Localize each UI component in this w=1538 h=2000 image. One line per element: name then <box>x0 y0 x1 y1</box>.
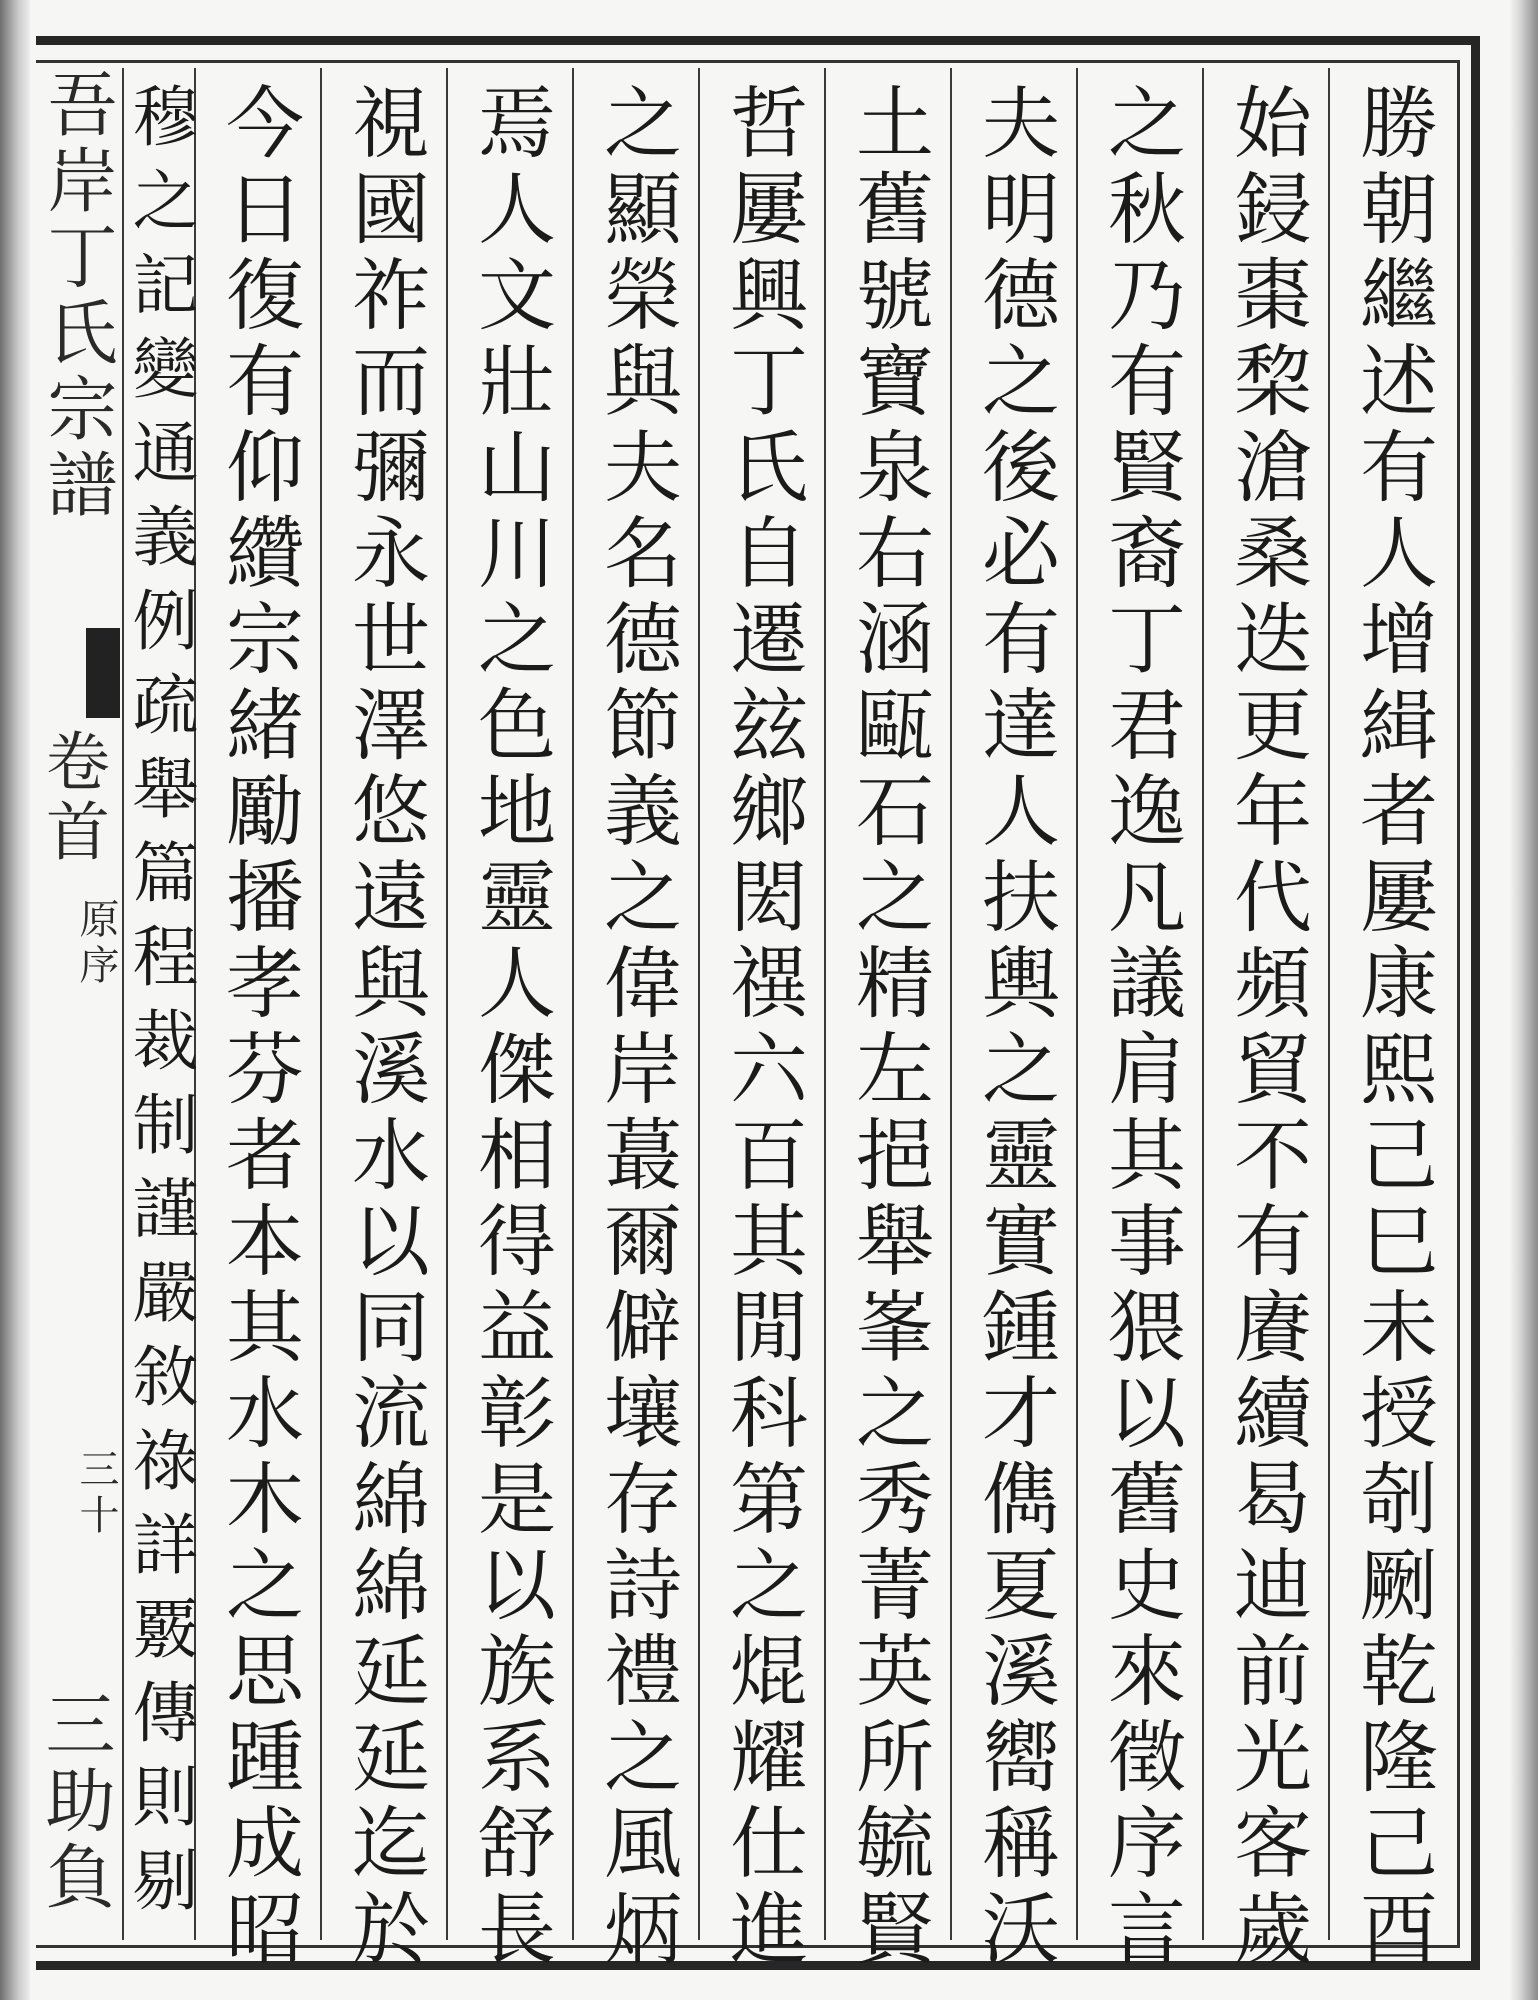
margin-book-title: 吾岸丁氏宗譜 <box>36 68 118 524</box>
text-column-11 <box>121 68 198 1940</box>
text-column-8 <box>446 68 572 1974</box>
text-column-9 <box>320 68 446 1974</box>
margin-page-number: 三十 <box>73 1448 119 1540</box>
column-text: 視國祚而彌永世澤悠遠與溪水以同流綿綿延延迄於 <box>339 82 429 1974</box>
margin-section-label: 原序 <box>73 898 119 990</box>
margin-bottom-text: 三助負 <box>34 1688 116 1916</box>
column-text: 始鋟棗棃滄桑迭更年代頻貿不有賡續曷迪前光客歲 <box>1221 82 1311 1974</box>
text-column-1 <box>1328 68 1454 1974</box>
text-column-10 <box>194 68 320 1974</box>
column-text: 勝朝繼述有人增緝者屢康熙己巳未授剞劂乾隆己酉 <box>1347 82 1437 1974</box>
column-text: 穆之記變通義例疏舉篇程裁制謹嚴敘祿詳覈傳則剔 <box>121 82 198 1930</box>
text-column-7 <box>572 68 698 1974</box>
margin-column <box>36 68 120 1940</box>
column-text: 今日復有仰纘宗緒勵播孝芬者本其水木之思踵成昭 <box>213 82 303 1974</box>
column-text: 之顯榮與夫名德節義之偉岸蕞爾僻壤存詩禮之風炳 <box>591 82 681 1974</box>
page-right-edge <box>1510 0 1538 2000</box>
column-text: 哲屢興丁氏自遷玆鄉閎禩六百其閒科第之焜耀仕進 <box>717 82 807 1974</box>
page-left-edge <box>0 0 30 2000</box>
margin-volume: 卷首 <box>35 728 109 868</box>
column-text: 土舊號寶泉右涵甌石之精左挹舉峯之秀菁英所毓賢 <box>843 82 933 1974</box>
column-text: 夫明德之後必有達人扶輿之靈實鍾才儁夏溪嚮稱沃 <box>969 82 1059 1974</box>
text-column-3 <box>1076 68 1202 1974</box>
text-column-2 <box>1202 68 1328 1974</box>
text-column-6 <box>698 68 824 1974</box>
black-fishtail-mark <box>86 628 120 718</box>
text-column-5 <box>824 68 950 1974</box>
column-text: 焉人文壯山川之色地靈人傑相得益彰是以族系舒長 <box>465 82 555 1974</box>
text-column-4 <box>950 68 1076 1974</box>
column-text: 之秋乃有賢裔丁君逸凡議肩其事猥以舊史來徵序言 <box>1095 82 1185 1974</box>
